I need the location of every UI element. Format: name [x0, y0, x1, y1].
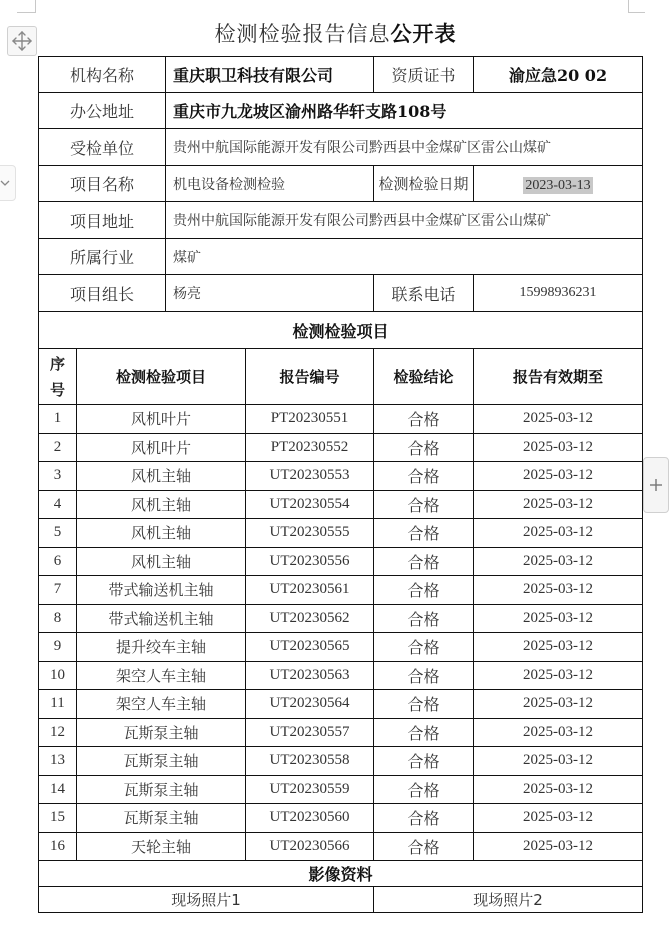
chevron-down-icon	[0, 179, 11, 187]
table-row	[39, 633, 643, 662]
row-result: 合格	[374, 405, 474, 434]
leader-label: 项目组长	[39, 275, 166, 312]
date-cell	[474, 166, 643, 202]
row-valid-until: 2025-03-12	[474, 547, 643, 576]
title-bold: 公开表	[390, 22, 457, 46]
address-value: 重庆市九龙坡区渝州路华轩支路108号	[166, 93, 643, 129]
header-item: 检测检验项目	[77, 349, 246, 405]
photo-2[interactable]: 现场照片2	[374, 887, 643, 913]
table-row	[39, 547, 643, 576]
table-row	[39, 690, 643, 719]
phone-value: 15998936231	[474, 275, 643, 312]
row-result: 合格	[374, 832, 474, 861]
add-row-button[interactable]	[643, 457, 669, 513]
row-result: 合格	[374, 775, 474, 804]
row-valid-until: 2025-03-12	[474, 462, 643, 491]
row-valid-until: 2025-03-12	[474, 747, 643, 776]
row-seq: 8	[39, 604, 77, 633]
row-result: 合格	[374, 718, 474, 747]
row-result: 合格	[374, 747, 474, 776]
row-seq: 13	[39, 747, 77, 776]
row-result: 合格	[374, 804, 474, 833]
table-row	[39, 433, 643, 462]
row-seq: 12	[39, 718, 77, 747]
row-result: 合格	[374, 661, 474, 690]
table-row	[39, 775, 643, 804]
row-valid-until: 2025-03-12	[474, 604, 643, 633]
row-seq: 4	[39, 490, 77, 519]
info-row-project	[39, 166, 643, 202]
row-valid-until: 2025-03-12	[474, 433, 643, 462]
client-label: 受检单位	[39, 129, 166, 166]
table-row	[39, 490, 643, 519]
table-row	[39, 661, 643, 690]
header-seq: 序号	[39, 349, 77, 405]
row-result: 合格	[374, 462, 474, 491]
row-item: 带式输送机主轴	[77, 576, 246, 605]
industry-label: 所属行业	[39, 239, 166, 275]
header-report-no: 报告编号	[246, 349, 374, 405]
row-valid-until: 2025-03-12	[474, 576, 643, 605]
row-valid-until: 2025-03-12	[474, 832, 643, 861]
row-item: 风机叶片	[77, 433, 246, 462]
collapse-button[interactable]	[0, 165, 16, 201]
row-item: 风机主轴	[77, 462, 246, 491]
project-address-value: 贵州中航国际能源开发有限公司黔西县中金煤矿区雷公山煤矿	[166, 202, 643, 239]
table-row	[39, 462, 643, 491]
row-valid-until: 2025-03-12	[474, 775, 643, 804]
row-seq: 3	[39, 462, 77, 491]
info-row-leader	[39, 275, 643, 312]
report-table	[38, 56, 643, 913]
row-report-no: UT20230555	[246, 519, 374, 548]
row-valid-until: 2025-03-12	[474, 661, 643, 690]
row-result: 合格	[374, 690, 474, 719]
table-row	[39, 747, 643, 776]
row-report-no: UT20230564	[246, 690, 374, 719]
table-row	[39, 832, 643, 861]
date-label: 检测检验日期	[374, 166, 474, 202]
photo-row	[39, 887, 643, 913]
row-valid-until: 2025-03-12	[474, 490, 643, 519]
client-value: 贵州中航国际能源开发有限公司黔西县中金煤矿区雷公山煤矿	[166, 129, 643, 166]
row-seq: 7	[39, 576, 77, 605]
row-item: 风机主轴	[77, 547, 246, 576]
row-report-no: UT20230553	[246, 462, 374, 491]
row-item: 瓦斯泵主轴	[77, 747, 246, 776]
row-report-no: UT20230566	[246, 832, 374, 861]
row-seq: 11	[39, 690, 77, 719]
info-row-org	[39, 57, 643, 93]
row-item: 瓦斯泵主轴	[77, 718, 246, 747]
row-valid-until: 2025-03-12	[474, 804, 643, 833]
row-seq: 9	[39, 633, 77, 662]
row-item: 带式输送机主轴	[77, 604, 246, 633]
page-corner-mark-left	[17, 0, 36, 13]
project-value: 机电设备检测检验	[166, 166, 374, 202]
row-valid-until: 2025-03-12	[474, 718, 643, 747]
row-report-no: PT20230552	[246, 433, 374, 462]
row-result: 合格	[374, 633, 474, 662]
row-seq: 6	[39, 547, 77, 576]
row-item: 天轮主轴	[77, 832, 246, 861]
table-row	[39, 405, 643, 434]
row-seq: 10	[39, 661, 77, 690]
row-report-no: UT20230562	[246, 604, 374, 633]
row-item: 风机主轴	[77, 490, 246, 519]
row-valid-until: 2025-03-12	[474, 405, 643, 434]
row-result: 合格	[374, 519, 474, 548]
org-label: 机构名称	[39, 57, 166, 93]
org-value: 重庆职卫科技有限公司	[166, 57, 374, 93]
info-row-address	[39, 93, 643, 129]
page-title	[0, 18, 671, 48]
row-report-no: UT20230557	[246, 718, 374, 747]
info-row-client	[39, 129, 643, 166]
row-report-no: UT20230556	[246, 547, 374, 576]
row-result: 合格	[374, 433, 474, 462]
project-address-label: 项目地址	[39, 202, 166, 239]
project-label: 项目名称	[39, 166, 166, 202]
cert-value: 渝应急20 02	[474, 57, 643, 93]
row-result: 合格	[374, 576, 474, 605]
cert-label: 资质证书	[374, 57, 474, 93]
table-row	[39, 604, 643, 633]
row-item: 风机主轴	[77, 519, 246, 548]
row-valid-until: 2025-03-12	[474, 690, 643, 719]
table-row	[39, 804, 643, 833]
row-report-no: UT20230554	[246, 490, 374, 519]
items-section-title: 检测检验项目	[39, 312, 643, 349]
items-table-body	[39, 405, 643, 861]
row-item: 风机叶片	[77, 405, 246, 434]
page-corner-mark-right	[628, 0, 645, 13]
row-item: 瓦斯泵主轴	[77, 804, 246, 833]
photo-1[interactable]: 现场照片1	[39, 887, 374, 913]
info-row-industry	[39, 239, 643, 275]
row-result: 合格	[374, 490, 474, 519]
row-item: 提升绞车主轴	[77, 633, 246, 662]
images-section-title: 影像资料	[39, 861, 643, 887]
header-valid-until: 报告有效期至	[474, 349, 643, 405]
title-normal: 检测检验报告信息	[214, 22, 391, 46]
items-section-header	[39, 312, 643, 349]
row-valid-until: 2025-03-12	[474, 519, 643, 548]
row-item: 架空人车主轴	[77, 661, 246, 690]
table-row	[39, 576, 643, 605]
date-value: 2023-03-13	[525, 177, 591, 193]
row-seq: 14	[39, 775, 77, 804]
row-report-no: UT20230561	[246, 576, 374, 605]
row-report-no: UT20230563	[246, 661, 374, 690]
table-row	[39, 718, 643, 747]
row-seq: 16	[39, 832, 77, 861]
phone-label: 联系电话	[374, 275, 474, 312]
info-row-project-address	[39, 202, 643, 239]
row-seq: 2	[39, 433, 77, 462]
table-row	[39, 519, 643, 548]
row-valid-until: 2025-03-12	[474, 633, 643, 662]
row-report-no: UT20230559	[246, 775, 374, 804]
row-seq: 1	[39, 405, 77, 434]
address-label: 办公地址	[39, 93, 166, 129]
leader-value: 杨亮	[166, 275, 374, 312]
industry-value: 煤矿	[166, 239, 643, 275]
row-result: 合格	[374, 604, 474, 633]
row-report-no: UT20230565	[246, 633, 374, 662]
items-column-headers	[39, 349, 643, 405]
row-report-no: PT20230551	[246, 405, 374, 434]
row-result: 合格	[374, 547, 474, 576]
row-seq: 5	[39, 519, 77, 548]
plus-icon	[649, 478, 663, 492]
row-report-no: UT20230560	[246, 804, 374, 833]
row-report-no: UT20230558	[246, 747, 374, 776]
row-seq: 15	[39, 804, 77, 833]
row-item: 瓦斯泵主轴	[77, 775, 246, 804]
images-section-header	[39, 861, 643, 887]
row-item: 架空人车主轴	[77, 690, 246, 719]
header-result: 检验结论	[374, 349, 474, 405]
